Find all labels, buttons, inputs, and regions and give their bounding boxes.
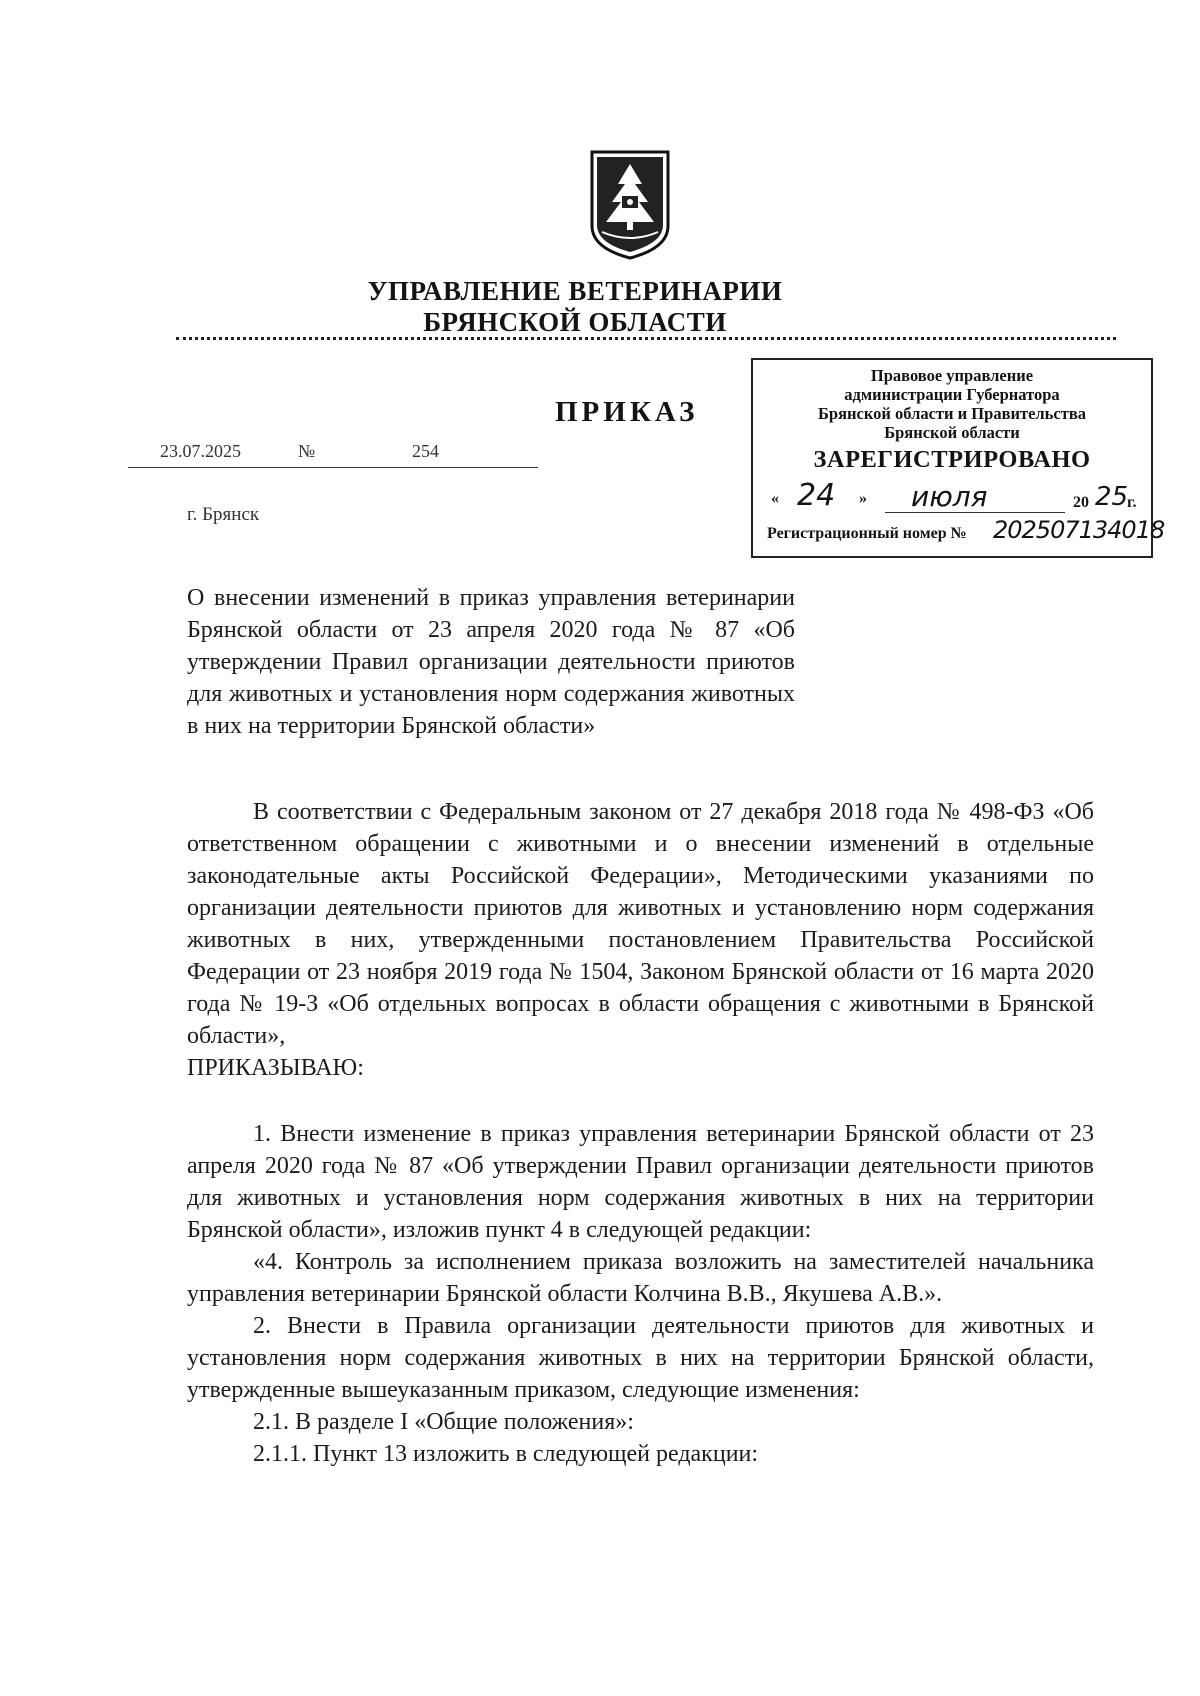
- document-date: 23.07.2025: [160, 441, 241, 461]
- header-dotted-divider: [176, 337, 1116, 340]
- item-2-paragraph: 2. Внести в Правила организации деятельности приютов для животных и установления норм содержания животных в них на территории Брянской области, утвержденные вышеуказанным приказом, следующие изменения:: [187, 1313, 1094, 1403]
- item-2-1-1-paragraph: 2.1.1. Пункт 13 изложить в следующей редакции:: [253, 1441, 759, 1467]
- paragraph-gap: [187, 1084, 1094, 1118]
- stamp-year-handwritten: 25: [1095, 482, 1129, 512]
- subject-text: О внесении изменений в приказ управления ветеринарии Брянской области от 23 апреля 2020 года № 87 «Об утверждении Правил организации деятельности приютов для животных и установления норм содержания животных в них на территории Брянской области»: [187, 585, 795, 739]
- registration-stamp: [751, 358, 1165, 558]
- stamp-day-quote-close: »: [859, 490, 867, 507]
- stamp-year-prefix: 20: [1073, 494, 1089, 511]
- organization-name-line1: УПРАВЛЕНИЕ ВЕТЕРИНАРИИ: [367, 276, 783, 306]
- stamp-day-quote-open: «: [771, 490, 779, 507]
- document-city: г. Брянск: [187, 504, 260, 525]
- stamp-month-handwritten: июля: [911, 480, 988, 513]
- stamp-year-suffix: г.: [1127, 494, 1137, 511]
- stamp-line-2: администрации Губернатора: [844, 385, 1060, 404]
- preamble-paragraph: В соответствии с Федеральным законом от 27 декабря 2018 года № 498-ФЗ «Об ответственном обращении с животными и о внесении изменений в отдельные законодательные акты Российской Федерации», Методическими указаниями по организации деятельности приютов для животных и установлению норм содержания животных в них, утвержденными постановлением Правительства Российской Федерации от 23 ноября 2019 года № 1504, Законом Брянской области от 16 марта 2020 года № 19-З «Об отдельных вопросах в области обращения с животными в Брянской области»,: [187, 799, 1094, 1049]
- order-word: ПРИКАЗЫВАЮ:: [187, 1055, 364, 1081]
- stamp-regnum-label: Регистрационный номер №: [767, 525, 967, 542]
- coat-of-arms-emblem: [588, 148, 672, 260]
- stamp-line-4: Брянской области: [884, 423, 1020, 442]
- item-1-paragraph: 1. Внести изменение в приказ управления ветеринарии Брянской области от 23 апреля 2020 года № 87 «Об утверждении Правил организации деятельности приютов для животных и установления норм содержания животных в них на территории Брянской области», изложив пункт 4 в следующей редакции:: [187, 1121, 1094, 1243]
- organization-name-line2: БРЯНСКОЙ ОБЛАСТИ: [423, 307, 727, 337]
- stamp-regnum-handwritten: 202507134018: [993, 516, 1165, 544]
- stamp-line-3: Брянской области и Правительства: [818, 404, 1086, 423]
- document-number: 254: [412, 441, 439, 461]
- number-sign: №: [298, 441, 316, 461]
- item-2-1-paragraph: 2.1. В разделе I «Общие положения»:: [253, 1409, 634, 1435]
- document-title: ПРИКАЗ: [555, 396, 699, 428]
- stamp-day-handwritten: 24: [797, 478, 836, 513]
- stamp-registered-label: ЗАРЕГИСТРИРОВАНО: [813, 446, 1091, 473]
- item-1-quote-paragraph: «4. Контроль за исполнением приказа возложить на заместителей начальника управления ветеринарии Брянской области Колчина В.В., Якушева А.В.».: [187, 1249, 1094, 1307]
- stamp-month-underline: [885, 512, 1065, 513]
- stamp-line-1: Правовое управление: [870, 366, 1034, 385]
- document-subject: [187, 582, 795, 742]
- document-body: [187, 796, 1094, 1470]
